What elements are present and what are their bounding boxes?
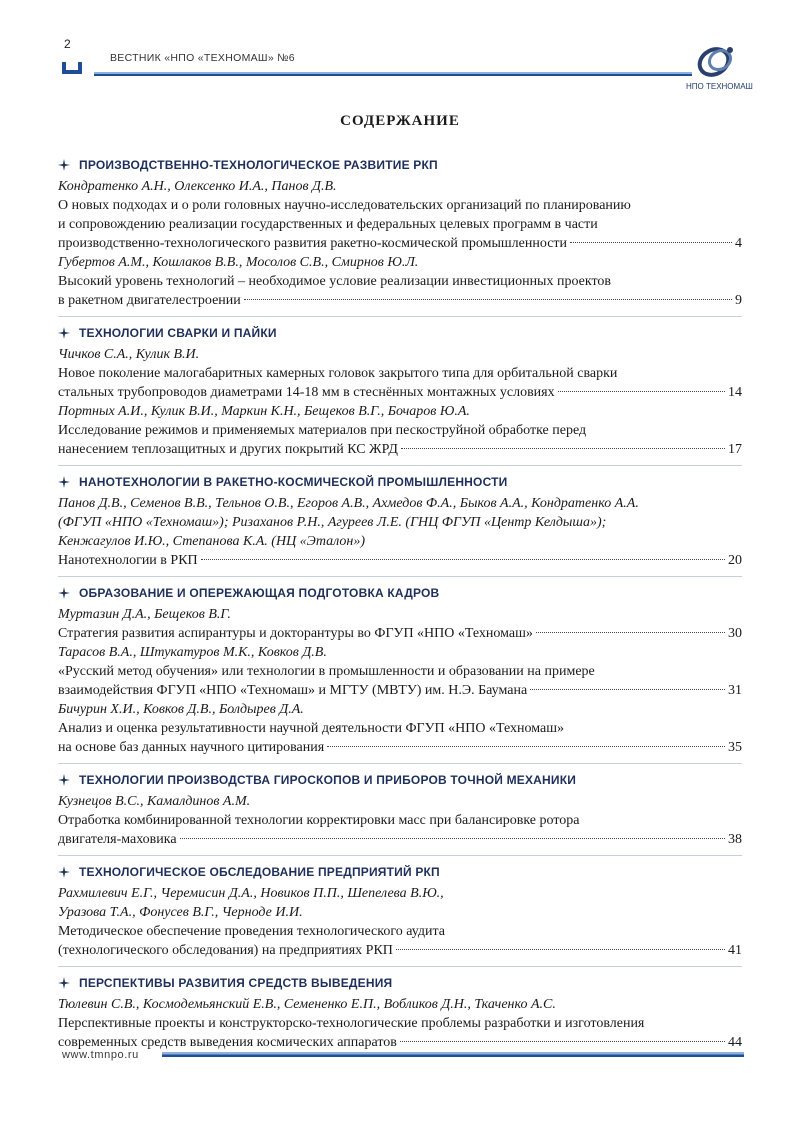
toc-entry[interactable] [58, 605, 742, 643]
entry-last-line [58, 830, 742, 849]
dot-leader [244, 299, 732, 300]
entry-title-line: Исследование режимов и применяемых материалов при пескоструйной обработке перед [58, 423, 587, 438]
entry-title-line: производственно-технологического развития ракетно-космической промышленности [58, 236, 568, 251]
star-bullet-icon [58, 866, 70, 878]
star-bullet-icon [58, 159, 70, 171]
toc-section [58, 862, 742, 967]
page-ref[interactable]: 31 [728, 683, 742, 698]
dot-leader [536, 632, 725, 633]
entry-last-line [58, 738, 742, 757]
toc-entry[interactable] [58, 884, 742, 960]
page-ref[interactable]: 4 [735, 236, 742, 251]
section-heading-text: НАНОТЕХНОЛОГИИ В РАКЕТНО-КОСМИЧЕСКОЙ ПРОМЫШЛЕННОСТИ [79, 475, 508, 489]
toc-entry[interactable] [58, 995, 742, 1052]
toc-section [58, 323, 742, 466]
section-heading-text: ПРОИЗВОДСТВЕННО-ТЕХНОЛОГИЧЕСКОЕ РАЗВИТИЕ РКП [79, 158, 438, 172]
entry-last-line [58, 1033, 742, 1052]
entry-title-line: современных средств выведения космических аппаратов [58, 1035, 397, 1050]
entry-title-line: Перспективные проекты и конструкторско-технологические проблемы разработки и изготовления [58, 1016, 645, 1031]
section-heading-text: ПЕРСПЕКТИВЫ РАЗВИТИЯ СРЕДСТВ ВЫВЕДЕНИЯ [79, 976, 393, 990]
entry-title-line: Анализ и оценка результативности научной деятельности ФГУП «НПО «Техномаш» [58, 721, 565, 736]
toc-entry[interactable] [58, 253, 742, 310]
section-heading [58, 583, 742, 603]
page-ref[interactable]: 20 [728, 553, 742, 568]
dot-leader [201, 559, 725, 560]
entry-title-line: нанесением теплозащитных и других покрытий КС ЖРД [58, 442, 398, 457]
section-divider [58, 576, 742, 577]
page-ref[interactable]: 30 [728, 626, 742, 641]
section-heading [58, 973, 742, 993]
page-ref[interactable]: 41 [728, 943, 742, 958]
entry-title-line: Нанотехнологии в РКП [58, 553, 198, 568]
corner-mark-icon [62, 62, 82, 74]
entry-authors: Панов Д.В., Семенов В.В., Тельнов О.В., Егоров А.В., Ахмедов Ф.А., Быков А.А., Кондратенко А.А. [58, 496, 639, 511]
entry-title-line: О новых подходах и о роли головных научно-исследовательских организаций по планированию [58, 198, 631, 213]
entry-title-line: «Русский метод обучения» или технологии в промышленности и образовании на примере [58, 664, 595, 679]
page-number: 2 [64, 37, 71, 51]
section-divider [58, 465, 742, 466]
section-divider [58, 316, 742, 317]
entry-last-line [58, 234, 742, 253]
entry-title-line: Отработка комбинированной технологии корректировки масс при балансировке ротора [58, 813, 580, 828]
section-heading [58, 323, 742, 343]
toc-section [58, 973, 742, 1052]
toc-section [58, 770, 742, 856]
entry-last-line [58, 383, 742, 402]
entry-authors: Чичков С.А., Кулик В.И. [58, 347, 200, 362]
entry-title-line: Методическое обеспечение проведения технологического аудита [58, 924, 445, 939]
entry-last-line [58, 551, 742, 570]
entry-title-line: (технологического обследования) на предприятиях РКП [58, 943, 393, 958]
page-ref[interactable]: 9 [735, 293, 742, 308]
entry-last-line [58, 624, 742, 643]
entry-authors: Муртазин Д.А., Бещеков В.Г. [58, 607, 231, 622]
table-of-contents [58, 155, 742, 1058]
entry-title-line: и сопровождению реализации государственных и федеральных целевых программ в части [58, 217, 598, 232]
entry-title-line: взаимодействия ФГУП «НПО «Техномаш» и МГТУ (МВТУ) им. Н.Э. Баумана [58, 683, 528, 698]
entry-title-line: стальных трубопроводов диаметрами 14-18 мм в стеснённых монтажных условиях [58, 385, 555, 400]
page-ref[interactable]: 17 [728, 442, 742, 457]
toc-section [58, 155, 742, 317]
entry-last-line [58, 681, 742, 700]
toc-entry[interactable] [58, 494, 742, 570]
toc-entry[interactable] [58, 402, 742, 459]
dot-leader [400, 1041, 725, 1042]
entry-last-line [58, 941, 742, 960]
toc-entry[interactable] [58, 345, 742, 402]
dot-leader [401, 448, 725, 449]
section-heading [58, 770, 742, 790]
dot-leader [396, 949, 725, 950]
journal-title: ВЕСТНИК «НПО «ТЕХНОМАШ» №6 [110, 52, 295, 64]
section-divider [58, 966, 742, 967]
toc-entry[interactable] [58, 643, 742, 700]
dot-leader [558, 391, 725, 392]
dot-leader [530, 689, 725, 690]
toc-entry[interactable] [58, 792, 742, 849]
entry-title-line: Высокий уровень технологий – необходимое условие реализации инвестиционных проектов [58, 274, 611, 289]
section-heading [58, 472, 742, 492]
entry-title-line: Стратегия развития аспирантуры и докторантуры во ФГУП «НПО «Техномаш» [58, 626, 533, 641]
footer-rule [162, 1052, 744, 1057]
star-bullet-icon [58, 587, 70, 599]
entry-authors: Рахмилевич Е.Г., Черемисин Д.А., Новиков П.П., Шепелева В.Ю., [58, 886, 444, 901]
logo-text: НПО ТЕХНОМАШ [686, 82, 753, 91]
entry-title-line: двигателя-маховика [58, 832, 177, 847]
entry-authors: (ФГУП «НПО «Техномаш»); Ризаханов Р.Н., Агуреев Л.Е. (ГНЦ ФГУП «Центр Келдыша»); [58, 515, 607, 530]
page-ref[interactable]: 44 [728, 1035, 742, 1050]
section-divider [58, 763, 742, 764]
dot-leader [180, 838, 725, 839]
toc-entry[interactable] [58, 177, 742, 253]
section-heading [58, 155, 742, 175]
toc-entry[interactable] [58, 700, 742, 757]
entry-authors: Уразова Т.А., Фонусев В.Г., Черноде И.И. [58, 905, 303, 920]
entry-authors: Кондратенко А.Н., Олексенко И.А., Панов Д.В. [58, 179, 337, 194]
entry-title-line: в ракетном двигателестроении [58, 293, 241, 308]
dot-leader [570, 242, 732, 243]
star-bullet-icon [58, 774, 70, 786]
entry-title-line: Новое поколение малогабаритных камерных головок закрытого типа для орбитальной сварки [58, 366, 618, 381]
entry-authors: Бичурин Х.И., Ковков Д.В., Болдырев Д.А. [58, 702, 304, 717]
entry-authors: Тюлевин С.В., Космодемьянский Е.В., Семененко Е.П., Вобликов Д.Н., Ткаченко А.С. [58, 997, 556, 1012]
section-heading [58, 862, 742, 882]
section-heading-text: ТЕХНОЛОГИИ ПРОИЗВОДСТВА ГИРОСКОПОВ И ПРИБОРОВ ТОЧНОЙ МЕХАНИКИ [79, 773, 577, 787]
footer-url[interactable]: www.tmnpo.ru [62, 1049, 139, 1061]
entry-last-line [58, 291, 742, 310]
entry-title-line: на основе баз данных научного цитирования [58, 740, 325, 755]
page-ref[interactable]: 14 [728, 385, 742, 400]
entry-last-line [58, 440, 742, 459]
section-heading-text: ТЕХНОЛОГИИ СВАРКИ И ПАЙКИ [79, 326, 277, 340]
star-bullet-icon [58, 327, 70, 339]
dot-leader [327, 746, 725, 747]
page-ref[interactable]: 35 [728, 740, 742, 755]
section-heading-text: ОБРАЗОВАНИЕ И ОПЕРЕЖАЮЩАЯ ПОДГОТОВКА КАДРОВ [79, 586, 440, 600]
header-rule [94, 72, 692, 76]
entry-authors: Тарасов В.А., Штукатуров М.К., Ковков Д.В. [58, 645, 327, 660]
toc-title: СОДЕРЖАНИЕ [340, 113, 460, 129]
toc-section [58, 472, 742, 577]
page-ref[interactable]: 38 [728, 832, 742, 847]
entry-authors: Губертов А.М., Кошлаков В.В., Мосолов С.В., Смирнов Ю.Л. [58, 255, 419, 270]
section-divider [58, 855, 742, 856]
entry-authors: Портных А.И., Кулик В.И., Маркин К.Н., Бещеков В.Г., Бочаров Ю.А. [58, 404, 470, 419]
toc-section [58, 583, 742, 764]
star-bullet-icon [58, 476, 70, 488]
entry-authors: Кузнецов В.С., Камалдинов А.М. [58, 794, 251, 809]
section-heading-text: ТЕХНОЛОГИЧЕСКОЕ ОБСЛЕДОВАНИЕ ПРЕДПРИЯТИЙ РКП [79, 865, 440, 879]
entry-authors: Кенжагулов И.Ю., Степанова К.А. (НЦ «Эталон») [58, 534, 366, 549]
star-bullet-icon [58, 977, 70, 989]
